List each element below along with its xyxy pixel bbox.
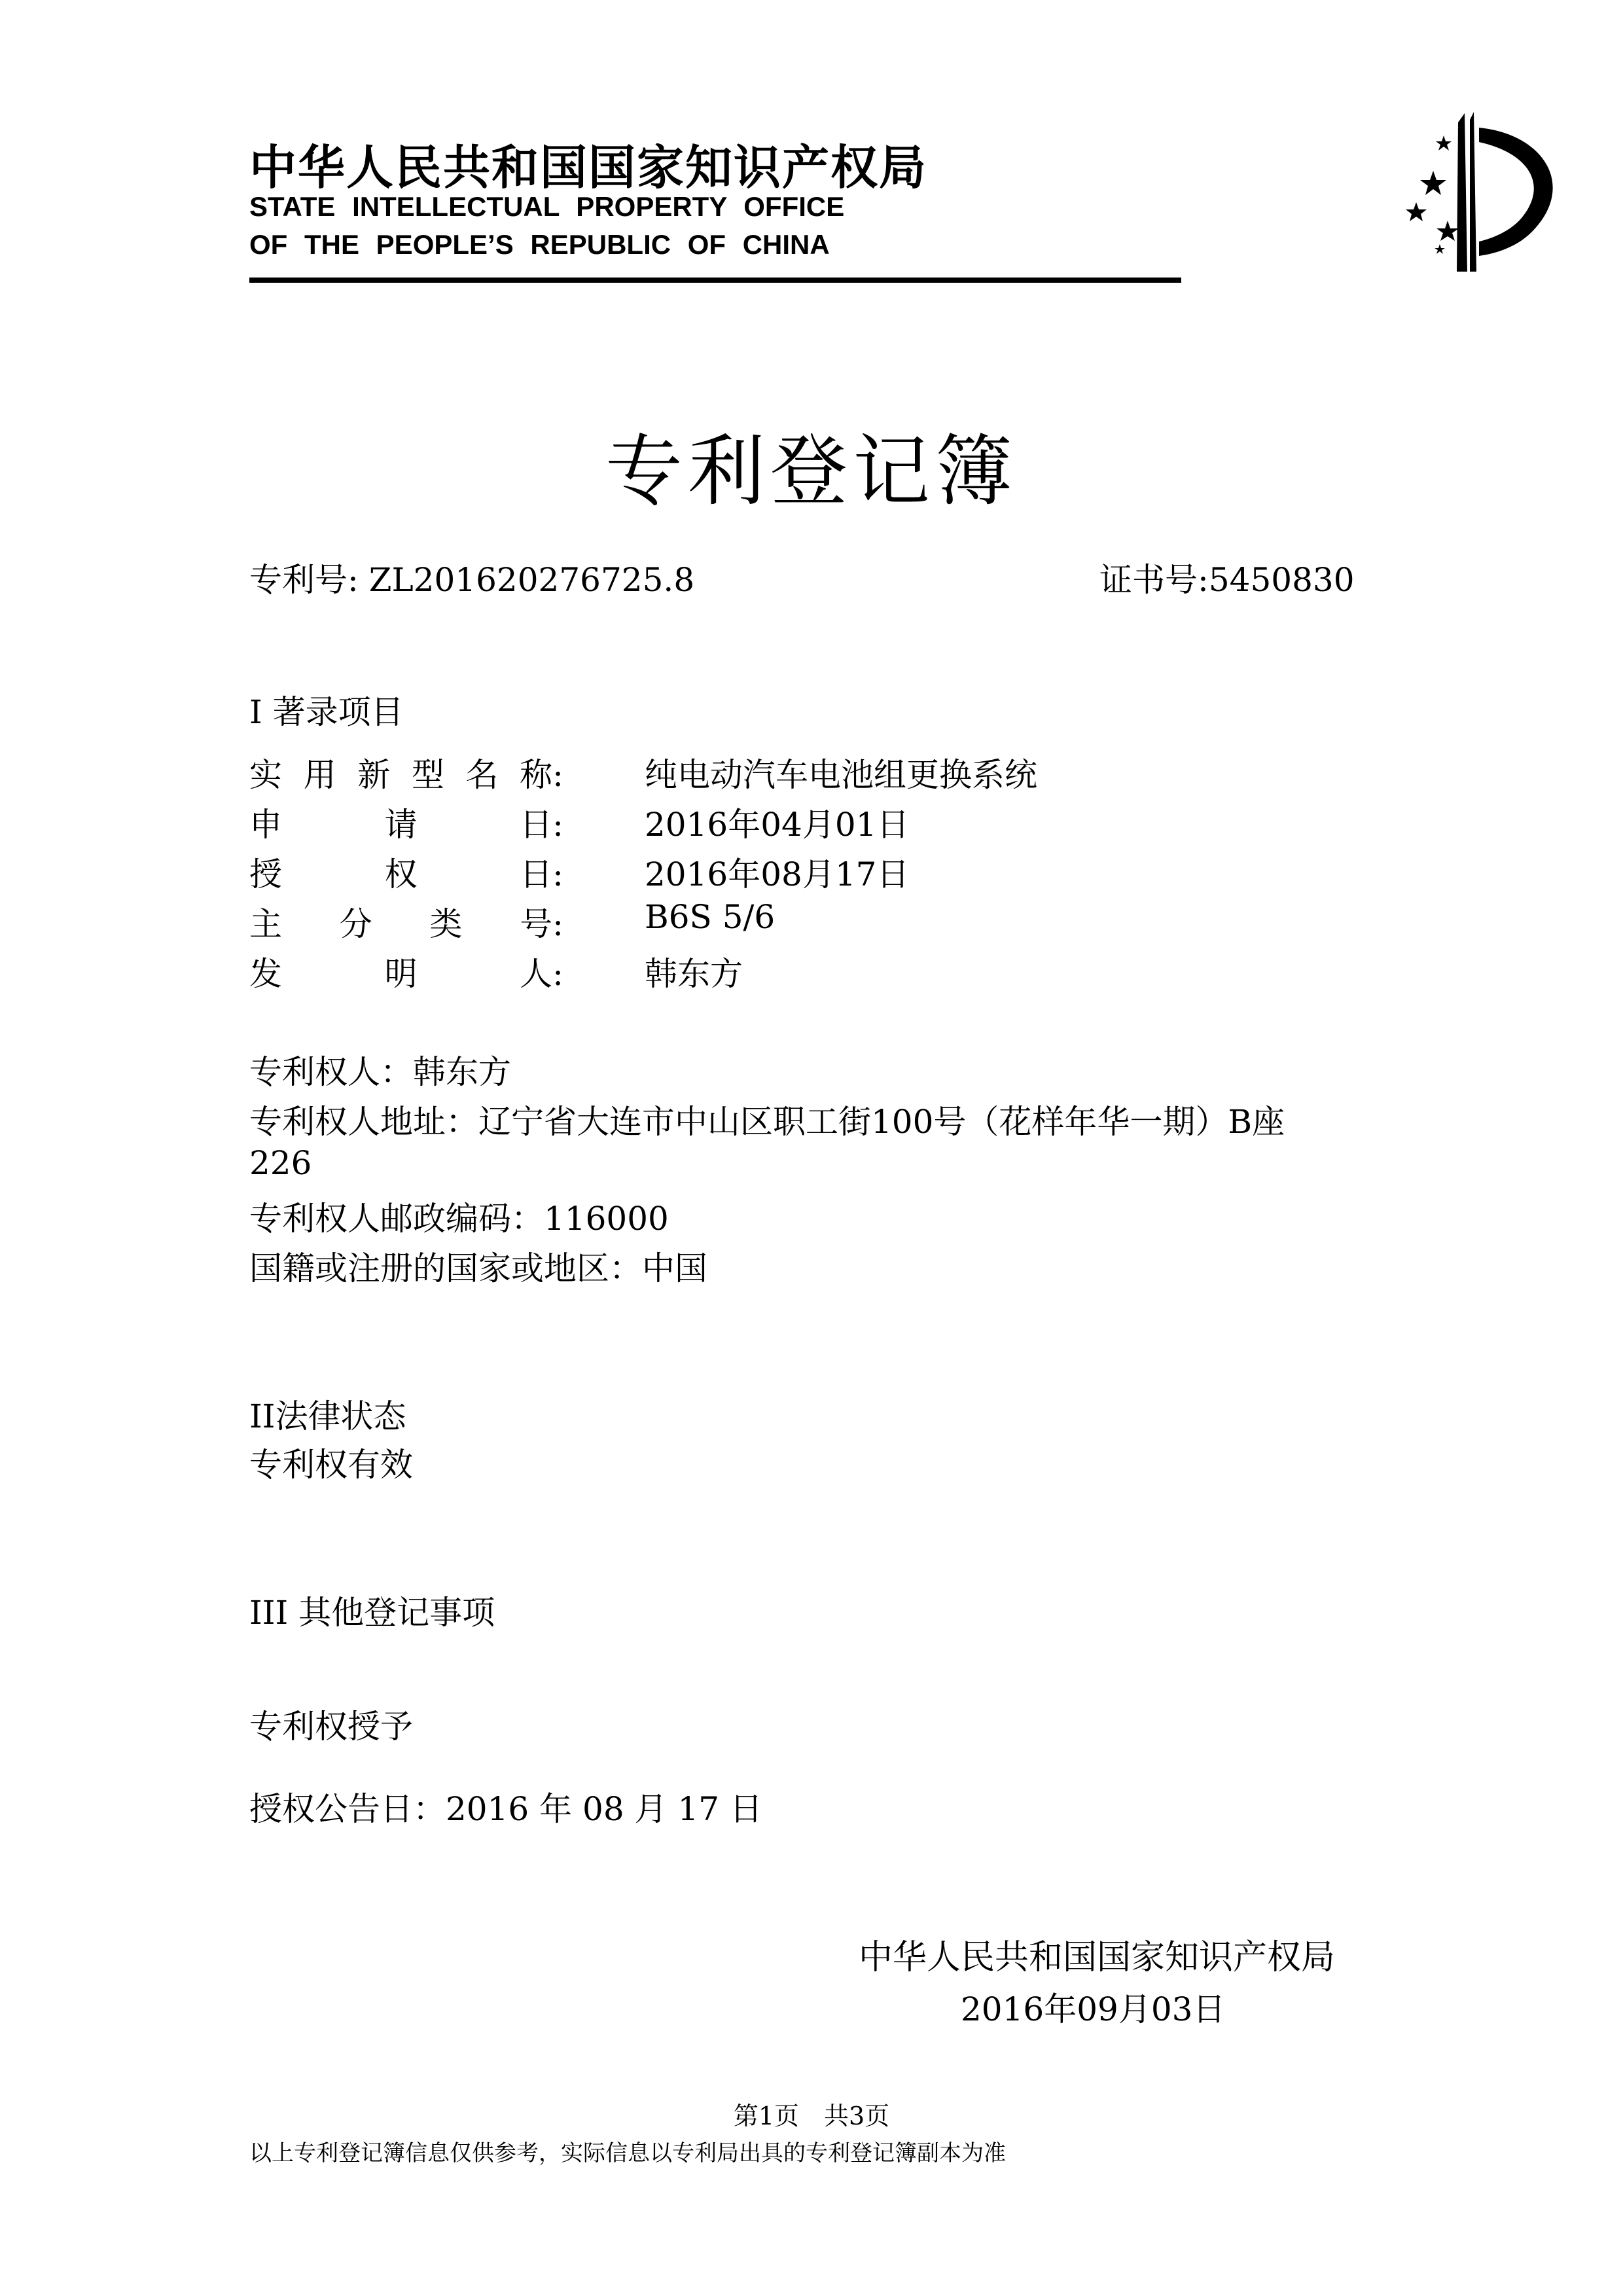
label-char: 称: bbox=[520, 756, 563, 794]
label-char: 型 bbox=[411, 756, 444, 794]
signature-office: 中华人民共和国国家知识产权局 bbox=[859, 1938, 1336, 1977]
section-2-heading: II法律状态 bbox=[249, 1397, 406, 1435]
page-number: 第1页 共3页 bbox=[733, 2102, 890, 2130]
field-label-classification bbox=[249, 898, 563, 945]
field-label-inventor bbox=[249, 948, 563, 995]
legal-status: 专利权有效 bbox=[249, 1446, 413, 1484]
document-title: 专利登记簿 bbox=[605, 426, 1018, 516]
label-char: 实 bbox=[249, 756, 282, 794]
field-label-application-date bbox=[249, 798, 563, 846]
patentee-address-line1: 专利权人地址：辽宁省大连市中山区职工街100号（花样年华一期）B座 bbox=[249, 1103, 1285, 1141]
field-value-inventor: 韩东方 bbox=[645, 955, 743, 993]
field-value-classification: B6S 5/6 bbox=[645, 898, 776, 936]
field-value-grant-date: 2016年08月17日 bbox=[645, 855, 910, 893]
office-name-en-line1: STATE INTELLECTUAL PROPERTY OFFICE bbox=[249, 191, 845, 222]
office-name-en-line2: OF THE PEOPLE’S REPUBLIC OF CHINA bbox=[249, 229, 830, 260]
field-value-application-date: 2016年04月01日 bbox=[645, 806, 910, 844]
office-name-cn: 中华人民共和国国家知识产权局 bbox=[249, 142, 928, 194]
label-char: 请 bbox=[384, 806, 418, 844]
grant-announcement-date: 授权公告日：2016 年 08 月 17 日 bbox=[249, 1790, 762, 1828]
certificate-number: 证书号:5450830 bbox=[1099, 561, 1355, 599]
label-char: 人: bbox=[520, 955, 563, 993]
sipo-emblem-icon bbox=[1381, 108, 1577, 285]
label-char: 授 bbox=[249, 855, 282, 893]
field-label-grant-date bbox=[249, 848, 563, 895]
section-3-subheading: 专利权授予 bbox=[249, 1708, 413, 1746]
label-char: 类 bbox=[429, 905, 463, 943]
section-1-heading: I 著录项目 bbox=[249, 693, 404, 731]
patentee-postcode: 专利权人邮政编码：116000 bbox=[249, 1200, 669, 1238]
patentee-country: 国籍或注册的国家或地区：中国 bbox=[249, 1249, 707, 1287]
patentee-address-line2: 226 bbox=[249, 1144, 312, 1182]
header-divider bbox=[249, 278, 1181, 283]
patent-number: 专利号: ZL201620276725.8 bbox=[249, 561, 695, 599]
label-char: 日: bbox=[520, 806, 563, 844]
footer-disclaimer: 以上专利登记簿信息仅供参考，实际信息以专利局出具的专利登记簿副本为准 bbox=[249, 2140, 1006, 2166]
label-char: 发 bbox=[249, 955, 282, 993]
section-3-heading: III 其他登记事项 bbox=[249, 1594, 495, 1632]
label-char: 明 bbox=[384, 955, 418, 993]
label-char: 权 bbox=[384, 855, 418, 893]
label-char: 分 bbox=[339, 905, 372, 943]
field-label-model-name bbox=[249, 749, 563, 796]
label-char: 新 bbox=[357, 756, 391, 794]
patentee: 专利权人：韩东方 bbox=[249, 1053, 511, 1091]
label-char: 日: bbox=[520, 855, 563, 893]
label-char: 主 bbox=[249, 905, 282, 943]
label-char: 号: bbox=[520, 905, 563, 943]
label-char: 用 bbox=[303, 756, 336, 794]
label-char: 申 bbox=[249, 806, 282, 844]
signature-date: 2016年09月03日 bbox=[961, 1990, 1226, 2028]
field-value-model-name: 纯电动汽车电池组更换系统 bbox=[645, 756, 1037, 794]
label-char: 名 bbox=[465, 756, 499, 794]
